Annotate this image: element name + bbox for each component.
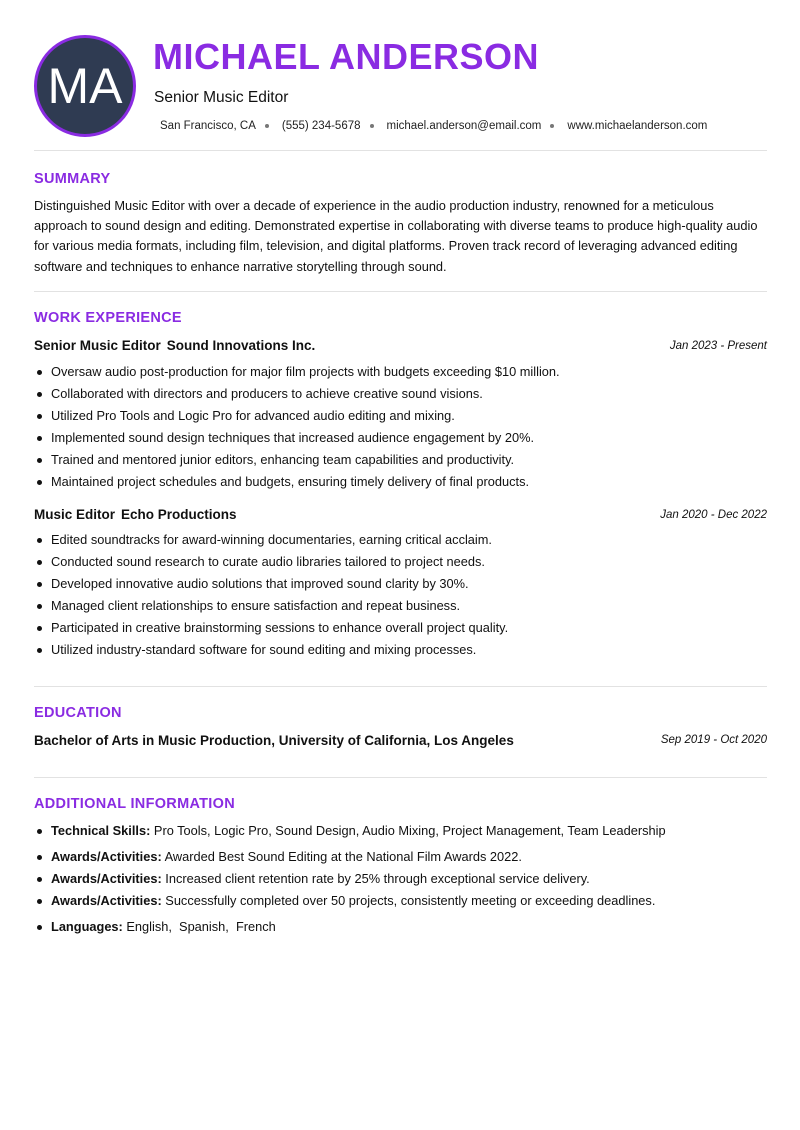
info-label: Awards/Activities:	[51, 893, 162, 908]
avatar	[34, 35, 136, 137]
education-degree: Bachelor of Arts in Music Production, University of California, Los Angeles	[34, 733, 514, 748]
job-company: Sound Innovations Inc.	[166, 338, 316, 353]
job-role: Music Editor	[34, 507, 116, 522]
list-item	[34, 848, 767, 870]
job-bullets	[34, 363, 767, 495]
divider	[34, 686, 767, 687]
separator-dot-icon	[370, 124, 374, 128]
job-dates: Jan 2020 - Dec 2022	[660, 509, 767, 521]
divider	[34, 291, 767, 292]
job-header	[34, 338, 767, 353]
list-item	[34, 892, 767, 918]
avatar-initials: MA	[47, 58, 123, 114]
list-item: Collaborated with directors and producers to achieve creative sound visions.	[34, 385, 767, 407]
list-item: Maintained project schedules and budgets, ensuring timely delivery of final products.	[34, 473, 767, 495]
info-label: Awards/Activities:	[51, 849, 162, 864]
separator-dot-icon	[550, 124, 554, 128]
summary-text: Distinguished Music Editor with over a decade of experience in the audio production industry, renowned for a meticulous approach to sound design and editing. Demonstrated expertise in collaborating with diverse teams to produce high-quality audio for various media formats, including film, television, and digital platforms. Proven track record of leveraging advanced editing software and techniques to enhance narrative storytelling through sound.	[34, 198, 758, 274]
resume-page	[34, 0, 767, 1130]
info-text: Successfully completed over 50 projects, consistently meeting or exceeding deadlines.	[165, 893, 656, 908]
info-label: Awards/Activities:	[51, 871, 162, 886]
contact-email[interactable]: michael.anderson@email.com	[386, 120, 542, 132]
list-item	[34, 822, 767, 848]
list-item	[34, 918, 767, 942]
job-title: Senior Music Editor	[154, 89, 289, 106]
contact-phone: (555) 234-5678	[281, 120, 361, 132]
additional-info-heading: ADDITIONAL INFORMATION	[34, 796, 235, 812]
contact-website[interactable]: www.michaelanderson.com	[567, 120, 708, 132]
work-experience-heading: WORK EXPERIENCE	[34, 310, 182, 326]
info-text: Awarded Best Sound Editing at the National Film Awards 2022.	[164, 849, 522, 864]
list-item: Trained and mentored junior editors, enhancing team capabilities and productivity.	[34, 451, 767, 473]
additional-info-list	[34, 822, 767, 942]
info-label: Languages:	[51, 919, 123, 934]
list-item: Managed client relationships to ensure satisfaction and repeat business.	[34, 597, 767, 619]
list-item: Utilized industry-standard software for sound editing and mixing processes.	[34, 641, 767, 663]
education-dates: Sep 2019 - Oct 2020	[660, 734, 767, 746]
list-item: Edited soundtracks for award-winning documentaries, earning critical acclaim.	[34, 531, 767, 553]
summary-heading: SUMMARY	[34, 171, 111, 187]
education-heading: EDUCATION	[34, 705, 122, 721]
list-item: Oversaw audio post-production for major film projects with budgets exceeding $10 million.	[34, 363, 767, 385]
job-role: Senior Music Editor	[34, 338, 161, 353]
list-item: Participated in creative brainstorming sessions to enhance overall project quality.	[34, 619, 767, 641]
candidate-name: MICHAEL ANDERSON	[153, 36, 540, 77]
info-text: Increased client retention rate by 25% through exceptional service delivery.	[165, 871, 590, 886]
divider	[34, 150, 767, 151]
info-label: Technical Skills:	[51, 823, 151, 838]
divider	[34, 777, 767, 778]
job-company: Echo Productions	[121, 507, 237, 522]
info-text: English, Spanish, French	[126, 919, 276, 934]
list-item: Developed innovative audio solutions that improved sound clarity by 30%.	[34, 575, 767, 597]
list-item: Conducted sound research to curate audio libraries tailored to project needs.	[34, 553, 767, 575]
job-bullets	[34, 531, 767, 663]
info-text: Pro Tools, Logic Pro, Sound Design, Audio Mixing, Project Management, Team Leadership	[153, 823, 666, 838]
contact-line	[160, 120, 707, 132]
job-dates: Jan 2023 - Present	[669, 340, 767, 352]
list-item: Utilized Pro Tools and Logic Pro for advanced audio editing and mixing.	[34, 407, 767, 429]
education-entry	[34, 733, 767, 748]
job-header	[34, 507, 767, 522]
contact-location: San Francisco, CA	[160, 120, 256, 132]
list-item	[34, 870, 767, 892]
separator-dot-icon	[265, 124, 269, 128]
list-item: Implemented sound design techniques that increased audience engagement by 20%.	[34, 429, 767, 451]
